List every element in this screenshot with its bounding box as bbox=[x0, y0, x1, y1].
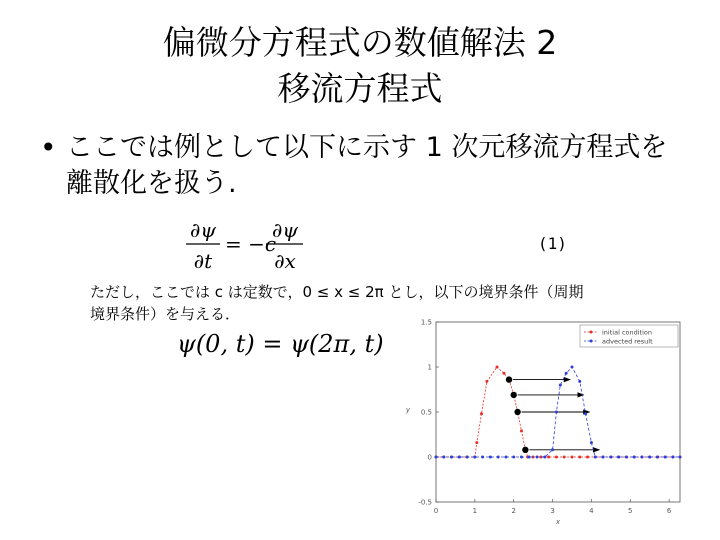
legend-marker bbox=[590, 340, 593, 343]
bullet-marker: • bbox=[40, 131, 57, 164]
series-point-advected bbox=[559, 384, 562, 387]
series-point-initial bbox=[475, 441, 478, 444]
y-tick-label: 1 bbox=[427, 363, 432, 372]
x-axis-label: x bbox=[555, 518, 561, 526]
y-tick-label: 0 bbox=[427, 453, 432, 462]
highlight-point bbox=[514, 409, 520, 415]
series-point-initial bbox=[502, 372, 505, 375]
series-point-advected bbox=[617, 456, 620, 459]
series-point-advected bbox=[625, 456, 628, 459]
series-point-advected bbox=[584, 412, 587, 415]
series-point-advected bbox=[648, 456, 651, 459]
y-tick-label: 1.5 bbox=[420, 318, 432, 327]
legend-label: advected result bbox=[602, 337, 653, 346]
series-point-advected bbox=[512, 456, 515, 459]
series-point-advected bbox=[536, 456, 539, 459]
series-point-initial bbox=[485, 380, 488, 383]
x-tick-label: 6 bbox=[666, 507, 672, 515]
series-point-advected bbox=[497, 456, 500, 459]
series-point-advected bbox=[672, 456, 675, 459]
series-point-advected bbox=[528, 456, 531, 459]
series-point-advected bbox=[466, 456, 469, 459]
series-point-advected bbox=[435, 456, 438, 459]
series-point-initial bbox=[496, 366, 499, 369]
x-tick-label: 1 bbox=[472, 507, 478, 515]
title-line-1: 偏微分方程式の数値解法 2 bbox=[162, 23, 558, 62]
series-point-advected bbox=[450, 456, 453, 459]
series-point-initial bbox=[547, 456, 550, 459]
series-point-advected bbox=[555, 411, 558, 414]
series-point-advected bbox=[570, 366, 573, 369]
equation1-equals: = −c bbox=[225, 232, 277, 256]
series-point-initial bbox=[586, 456, 589, 459]
condition-text: ただし，ここでは c は定数で，0 ≤ x ≤ 2π とし，以下の境界条件（周期境界条件）を与える． bbox=[90, 283, 584, 323]
series-point-advected bbox=[481, 456, 484, 459]
equation-number: (1) bbox=[538, 234, 567, 253]
series-point-advected bbox=[565, 372, 568, 375]
equation1-rhs-denominator: ∂x bbox=[274, 249, 296, 273]
advection-equation bbox=[183, 214, 333, 276]
legend-marker bbox=[590, 331, 593, 334]
highlight-point bbox=[506, 376, 512, 382]
series-point-advected bbox=[664, 456, 667, 459]
series-point-advected bbox=[473, 456, 476, 459]
series-point-advected bbox=[633, 456, 636, 459]
series-point-initial bbox=[563, 456, 566, 459]
boundary-condition-equation: ψ(0, t) = ψ(2π, t) bbox=[177, 330, 384, 358]
series-point-advected bbox=[520, 456, 523, 459]
series-point-advected bbox=[640, 456, 643, 459]
bullet-text: ここでは例として以下に示す 1 次元移流方程式を離散化を扱う. bbox=[66, 132, 668, 199]
highlight-point bbox=[522, 447, 528, 453]
equation1-lhs-denominator: ∂t bbox=[193, 249, 213, 273]
equation1-lhs-numerator: ∂ψ bbox=[189, 218, 217, 242]
y-tick-label: 0.5 bbox=[420, 408, 432, 417]
series-point-advected bbox=[609, 456, 612, 459]
series-point-initial bbox=[578, 456, 581, 459]
series-point-advected bbox=[442, 456, 445, 459]
x-tick-label: 0 bbox=[433, 507, 439, 515]
slide-title bbox=[0, 20, 720, 112]
series-point-advected bbox=[602, 456, 605, 459]
advection-plot bbox=[400, 310, 690, 530]
equation1-rhs-numerator: ∂ψ bbox=[271, 218, 299, 242]
x-tick-label: 4 bbox=[589, 507, 594, 515]
series-point-advected bbox=[679, 456, 682, 459]
x-tick-label: 3 bbox=[550, 507, 555, 515]
series-point-initial bbox=[570, 456, 573, 459]
x-tick-label: 5 bbox=[628, 507, 633, 515]
series-point-advected bbox=[551, 448, 554, 451]
series-point-advected bbox=[504, 456, 507, 459]
highlight-point bbox=[511, 392, 517, 398]
series-point-advected bbox=[594, 456, 597, 459]
y-tick-label: -0.5 bbox=[418, 498, 432, 507]
series-point-initial bbox=[520, 429, 523, 432]
series-point-advected bbox=[656, 456, 659, 459]
title-line-2: 移流方程式 bbox=[277, 69, 443, 108]
x-tick-label: 2 bbox=[511, 507, 516, 515]
series-point-advected bbox=[578, 380, 581, 383]
series-point-initial bbox=[555, 456, 558, 459]
y-axis-label: y bbox=[405, 406, 411, 414]
series-point-initial bbox=[480, 412, 483, 415]
legend-label: initial condition bbox=[602, 328, 652, 337]
series-point-advected bbox=[489, 456, 492, 459]
series-point-advected bbox=[543, 456, 546, 459]
series-point-advected bbox=[458, 456, 461, 459]
series-point-advected bbox=[590, 441, 593, 444]
